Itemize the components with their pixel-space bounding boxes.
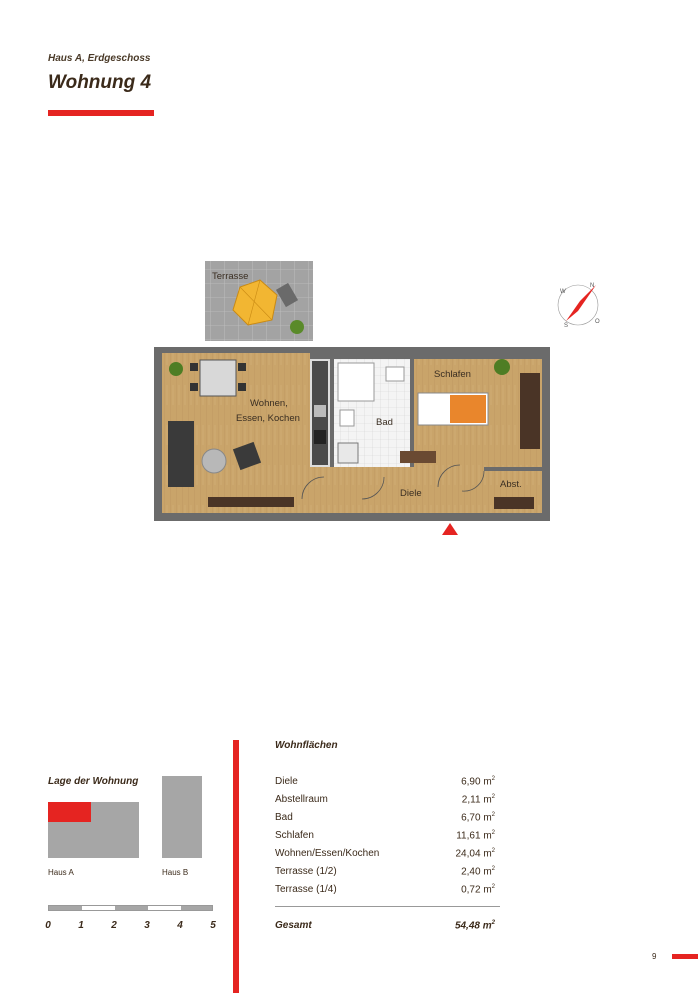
room-label-essen-kochen: Essen, Kochen xyxy=(236,413,300,424)
apartment-title: Wohnung 4 xyxy=(48,72,152,93)
total-row xyxy=(275,920,495,938)
room-label-wohnen: Wohnen, xyxy=(250,398,288,409)
shelf-icon xyxy=(494,497,534,509)
area-row xyxy=(275,812,495,830)
scale-label-5: 5 xyxy=(210,920,216,931)
area-value: 2,40 $m^2$ xyxy=(461,866,495,878)
wardrobe-icon xyxy=(520,373,540,449)
total-label: Gesamt xyxy=(275,920,312,931)
dining-table xyxy=(200,360,236,396)
room-label-schlafen: Schlafen xyxy=(434,369,471,380)
apartment-location-marker xyxy=(48,802,91,822)
haus-b-label: Haus B xyxy=(162,868,189,877)
scale-label-0: 0 xyxy=(45,920,51,931)
scale-bar xyxy=(48,905,213,911)
haus-b-block xyxy=(162,776,202,858)
sideboard-icon xyxy=(208,497,294,507)
location-title: Lage der Wohnung xyxy=(48,776,139,787)
entrance-marker-icon xyxy=(442,523,458,535)
sink-icon xyxy=(314,405,326,417)
area-row xyxy=(275,776,495,794)
area-row xyxy=(275,848,495,866)
scale-label-1: 1 xyxy=(78,920,84,931)
area-name: Diele xyxy=(275,776,298,787)
room-label-terrasse: Terrasse xyxy=(212,271,249,282)
area-value: 24,04 $m^2$ xyxy=(455,848,495,860)
compass-w: W xyxy=(560,289,566,295)
area-row xyxy=(275,830,495,848)
area-name: Schlafen xyxy=(275,830,314,841)
compass-o: O xyxy=(595,319,600,325)
area-value: 2,11 $m^2$ xyxy=(461,794,495,806)
scale-label-3: 3 xyxy=(144,920,150,931)
compass-icon xyxy=(558,283,600,329)
room-label-diele: Diele xyxy=(400,488,422,499)
stove-icon xyxy=(314,430,326,444)
floor-plan xyxy=(140,255,600,545)
area-name: Abstellraum xyxy=(275,794,328,805)
area-value: 11,61 $m^2$ xyxy=(456,830,495,842)
area-value: 0,72 $m^2$ xyxy=(461,884,495,896)
areas-title: Wohnflächen xyxy=(275,740,338,751)
plant-icon xyxy=(494,359,510,375)
compass-s: S xyxy=(564,323,569,329)
page-number-bar xyxy=(672,954,698,959)
scale-label-2: 2 xyxy=(111,920,117,931)
total-value: 54,48 $m^2$ xyxy=(454,920,495,932)
room-label-abst: Abst. xyxy=(500,479,522,490)
area-row xyxy=(275,794,495,812)
haus-a-label: Haus A xyxy=(48,868,74,877)
page-number: 9 xyxy=(652,952,657,961)
room-label-bad: Bad xyxy=(376,417,393,428)
hallway-floor xyxy=(310,467,390,513)
plant-icon xyxy=(169,362,183,376)
section-divider xyxy=(233,740,239,993)
washing-machine-icon xyxy=(338,443,358,463)
dresser-icon xyxy=(400,451,436,463)
area-row xyxy=(275,884,495,902)
sofa-icon xyxy=(168,421,194,487)
toilet-icon xyxy=(340,410,354,426)
plant-icon xyxy=(290,320,304,334)
area-name: Wohnen/Essen/Kochen xyxy=(275,848,380,859)
area-value: 6,90 $m^2$ xyxy=(461,776,495,788)
washbasin-icon xyxy=(386,367,404,381)
area-name: Bad xyxy=(275,812,293,823)
shower-icon xyxy=(338,363,374,401)
total-divider xyxy=(275,906,500,907)
compass-n: N xyxy=(590,283,595,289)
area-name: Terrasse (1/4) xyxy=(275,884,337,895)
area-value: 6,70 $m^2$ xyxy=(461,812,495,824)
coffee-table-icon xyxy=(202,449,226,473)
scale-label-4: 4 xyxy=(177,920,183,931)
floor-subtitle: Haus A, Erdgeschoss xyxy=(48,53,151,64)
area-name: Terrasse (1/2) xyxy=(275,866,337,877)
area-row xyxy=(275,866,495,884)
title-underline xyxy=(48,110,154,116)
